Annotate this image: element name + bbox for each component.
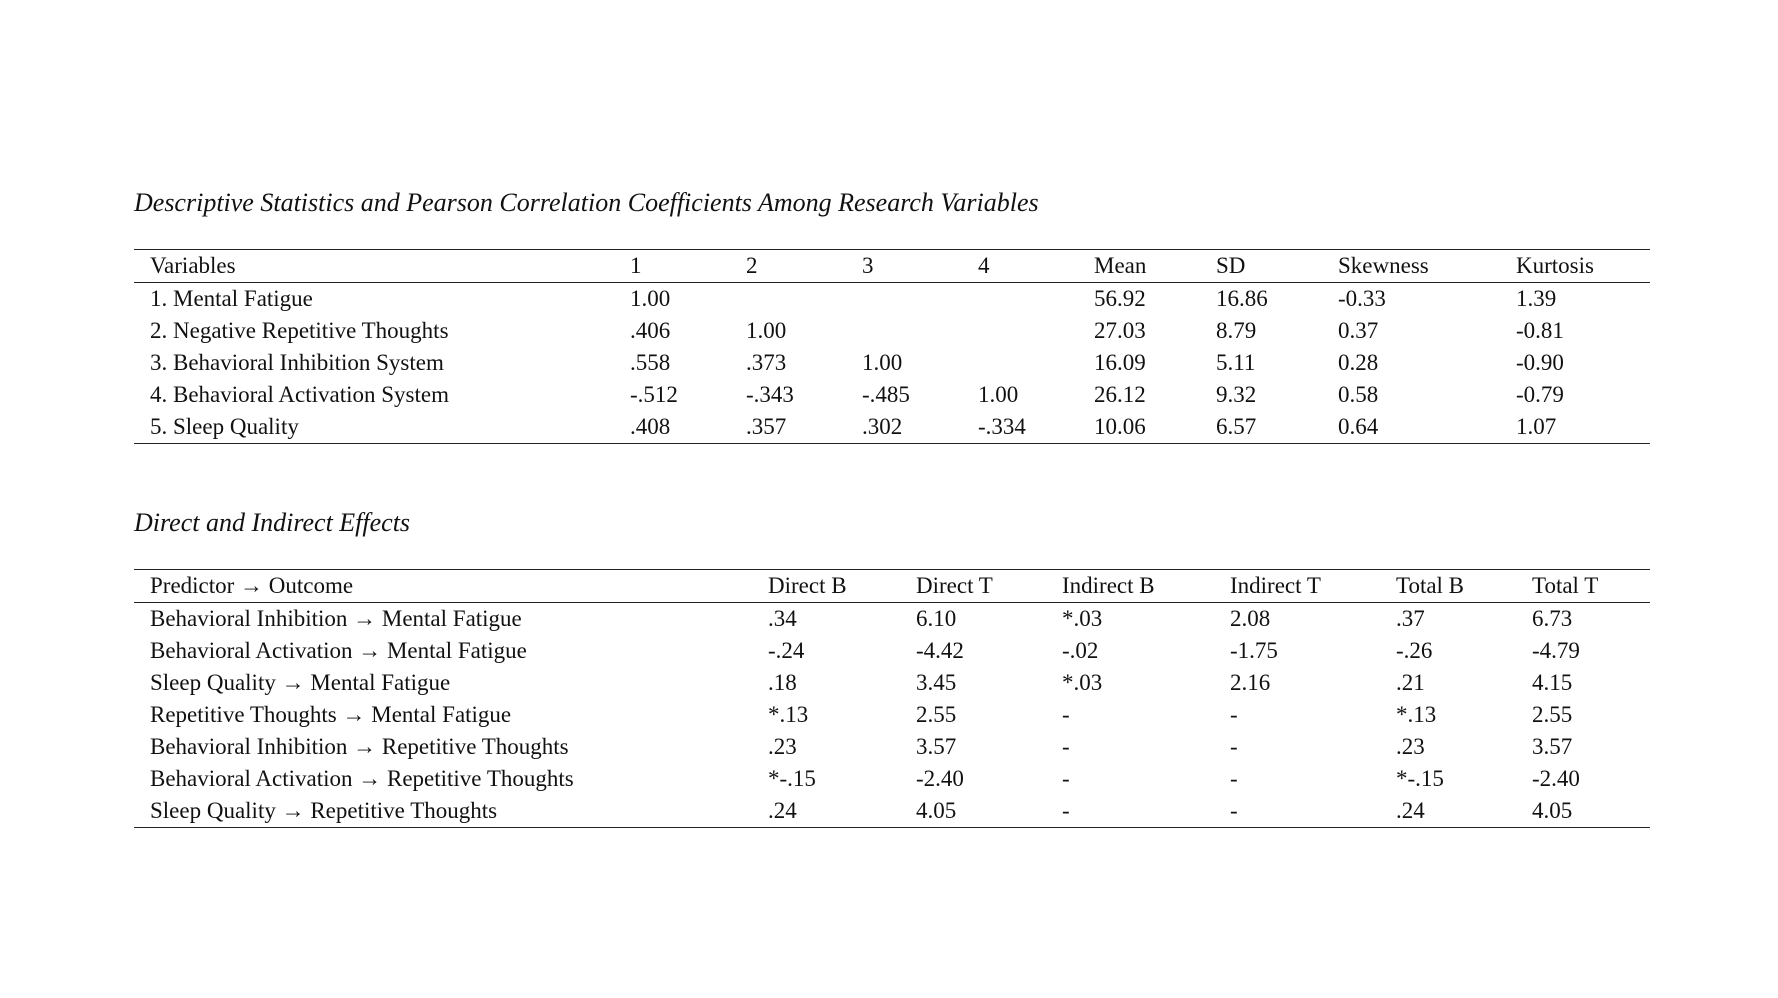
- table-cell: 8.79: [1216, 318, 1257, 343]
- table-cell: 2.55: [916, 702, 957, 727]
- table2-header-cell: Total T: [1516, 570, 1650, 603]
- table-cell: 4. Behavioral Activation System: [150, 382, 449, 407]
- table1-header-cell: 2: [730, 250, 846, 283]
- table-cell: 1. Mental Fatigue: [150, 286, 313, 311]
- table-cell: 0.58: [1338, 382, 1379, 407]
- table1-header-cell: SD: [1200, 250, 1322, 283]
- table-cell: 5. Sleep Quality: [134, 411, 614, 444]
- table-cell: 2.08: [1230, 606, 1271, 631]
- table-cell: *.03: [1062, 670, 1103, 695]
- table-cell: .357: [730, 411, 846, 444]
- table-row: [134, 283, 1650, 316]
- table2-caption: Direct and Indirect Effects: [134, 508, 411, 537]
- table-cell: Behavioral Inhibition → Mental Fatigue: [150, 606, 522, 631]
- table-cell: .558: [630, 350, 671, 375]
- table-cell: 1.00: [746, 318, 787, 343]
- table-cell: .21: [1396, 670, 1425, 695]
- table-cell: 3.57: [1532, 734, 1573, 759]
- table-cell: Repetitive Thoughts → Mental Fatigue: [150, 702, 512, 727]
- table-cell: *.13: [1396, 702, 1437, 727]
- table-cell: -: [1046, 795, 1214, 828]
- table-row: [134, 603, 1650, 636]
- table-cell: 3. Behavioral Inhibition System: [150, 350, 444, 375]
- table-cell: -0.79: [1516, 382, 1564, 407]
- table-cell: .24: [1380, 795, 1516, 828]
- table-cell: 6.57: [1200, 411, 1322, 444]
- table-cell: -: [1062, 766, 1070, 791]
- table-cell: *.13: [768, 702, 809, 727]
- table-cell: -2.40: [916, 766, 964, 791]
- table-cell: -4.42: [916, 638, 964, 663]
- table-cell: 6.73: [1532, 606, 1573, 631]
- table-row: [134, 763, 1650, 795]
- table-cell: .23: [768, 734, 797, 759]
- table-cell: -.02: [1062, 638, 1099, 663]
- table1-header-cell: 4: [962, 250, 1078, 283]
- table-cell: .23: [1396, 734, 1425, 759]
- table-cell: *-.15: [768, 766, 816, 791]
- table-cell: 10.06: [1078, 411, 1200, 444]
- table-cell: 16.09: [1094, 350, 1146, 375]
- table-cell: .37: [1396, 606, 1425, 631]
- table2-header-cell: Indirect T: [1214, 570, 1380, 603]
- table-cell: -: [1214, 795, 1380, 828]
- table-cell: 2. Negative Repetitive Thoughts: [150, 318, 449, 343]
- table-cell: .18: [768, 670, 797, 695]
- table2-header-cell: Indirect B: [1046, 570, 1214, 603]
- table1-header-cell: Variables: [134, 250, 614, 283]
- table-cell: -.512: [630, 382, 678, 407]
- table-cell: 4.05: [1516, 795, 1650, 828]
- table-cell: 5.11: [1216, 350, 1256, 375]
- table1-header-cell: Skewness: [1322, 250, 1500, 283]
- table-row: [134, 731, 1650, 763]
- table-cell: 27.03: [1094, 318, 1146, 343]
- table-cell: 26.12: [1094, 382, 1146, 407]
- table-cell: -.343: [746, 382, 794, 407]
- table-cell: 1.39: [1516, 286, 1557, 311]
- table-cell: .34: [768, 606, 797, 631]
- table2-header-row: [134, 570, 1650, 603]
- table-cell: -2.40: [1532, 766, 1580, 791]
- table-cell: .373: [746, 350, 787, 375]
- table-cell: -0.81: [1516, 318, 1564, 343]
- table-cell: 16.86: [1216, 286, 1268, 311]
- table-cell: -: [1230, 702, 1238, 727]
- table-cell: 2.55: [1532, 702, 1573, 727]
- table-cell: [846, 283, 962, 316]
- table-cell: 3.57: [916, 734, 957, 759]
- table1-header-row: [134, 250, 1650, 283]
- table-cell: 9.32: [1216, 382, 1257, 407]
- table-cell: 56.92: [1094, 286, 1146, 311]
- table-cell: Sleep Quality → Mental Fatigue: [150, 670, 451, 695]
- table-cell: 6.10: [916, 606, 957, 631]
- table-cell: [962, 283, 1078, 316]
- table-cell: -4.79: [1532, 638, 1580, 663]
- table-cell: 4.05: [900, 795, 1046, 828]
- table-row: [134, 379, 1650, 411]
- table-cell: .408: [614, 411, 730, 444]
- table-cell: [846, 315, 962, 347]
- table-cell: 4.15: [1532, 670, 1573, 695]
- table-cell: -.485: [862, 382, 910, 407]
- table-cell: -0.33: [1338, 286, 1386, 311]
- table-cell: 3.45: [916, 670, 957, 695]
- table-row: [134, 699, 1650, 731]
- table-cell: .302: [846, 411, 962, 444]
- table-cell: -: [1230, 766, 1238, 791]
- table-row: [134, 315, 1650, 347]
- table1-header-cell: 1: [614, 250, 730, 283]
- table-cell: 0.28: [1338, 350, 1379, 375]
- table-row: [134, 635, 1650, 667]
- table-row: [134, 347, 1650, 379]
- table-cell: 1.07: [1500, 411, 1650, 444]
- descriptive-statistics-table: [134, 249, 1650, 444]
- table2-header-cell: Total B: [1380, 570, 1516, 603]
- table1-header-cell: Mean: [1078, 250, 1200, 283]
- table-cell: 2.16: [1230, 670, 1271, 695]
- table1-caption: Descriptive Statistics and Pearson Correlation Coefficients Among Research Variables: [134, 188, 1039, 217]
- table-cell: [730, 283, 846, 316]
- table2-header-cell: Direct B: [752, 570, 900, 603]
- table-cell: 1.00: [978, 382, 1019, 407]
- table-cell: Behavioral Activation → Repetitive Thoughts: [150, 766, 574, 791]
- table-cell: *-.15: [1396, 766, 1444, 791]
- table-cell: -: [1230, 734, 1238, 759]
- table-cell: 0.37: [1338, 318, 1379, 343]
- table-cell: 0.64: [1322, 411, 1500, 444]
- table-row: [134, 795, 1650, 828]
- table-cell: -1.75: [1230, 638, 1278, 663]
- table-cell: -: [1062, 734, 1070, 759]
- table-cell: -: [1062, 702, 1070, 727]
- table2-header-cell: Predictor → Outcome: [134, 570, 752, 603]
- table-cell: [962, 347, 1078, 379]
- direct-indirect-effects-table: [134, 569, 1650, 828]
- table-row: [134, 667, 1650, 699]
- table-cell: -.24: [768, 638, 805, 663]
- table-cell: Behavioral Inhibition → Repetitive Thoughts: [150, 734, 569, 759]
- table-row: [134, 411, 1650, 444]
- table-cell: .406: [630, 318, 671, 343]
- table-cell: 1.00: [630, 286, 671, 311]
- table-cell: Sleep Quality → Repetitive Thoughts: [134, 795, 752, 828]
- table-cell: -.334: [962, 411, 1078, 444]
- table1-header-cell: Kurtosis: [1500, 250, 1650, 283]
- table-cell: *.03: [1062, 606, 1103, 631]
- table-cell: -.26: [1396, 638, 1433, 663]
- table2-header-cell: Direct T: [900, 570, 1046, 603]
- table-cell: 1.00: [862, 350, 903, 375]
- table-cell: Behavioral Activation → Mental Fatigue: [150, 638, 527, 663]
- table-cell: -0.90: [1516, 350, 1564, 375]
- table1-header-cell: 3: [846, 250, 962, 283]
- table-cell: .24: [752, 795, 900, 828]
- table-cell: [962, 315, 1078, 347]
